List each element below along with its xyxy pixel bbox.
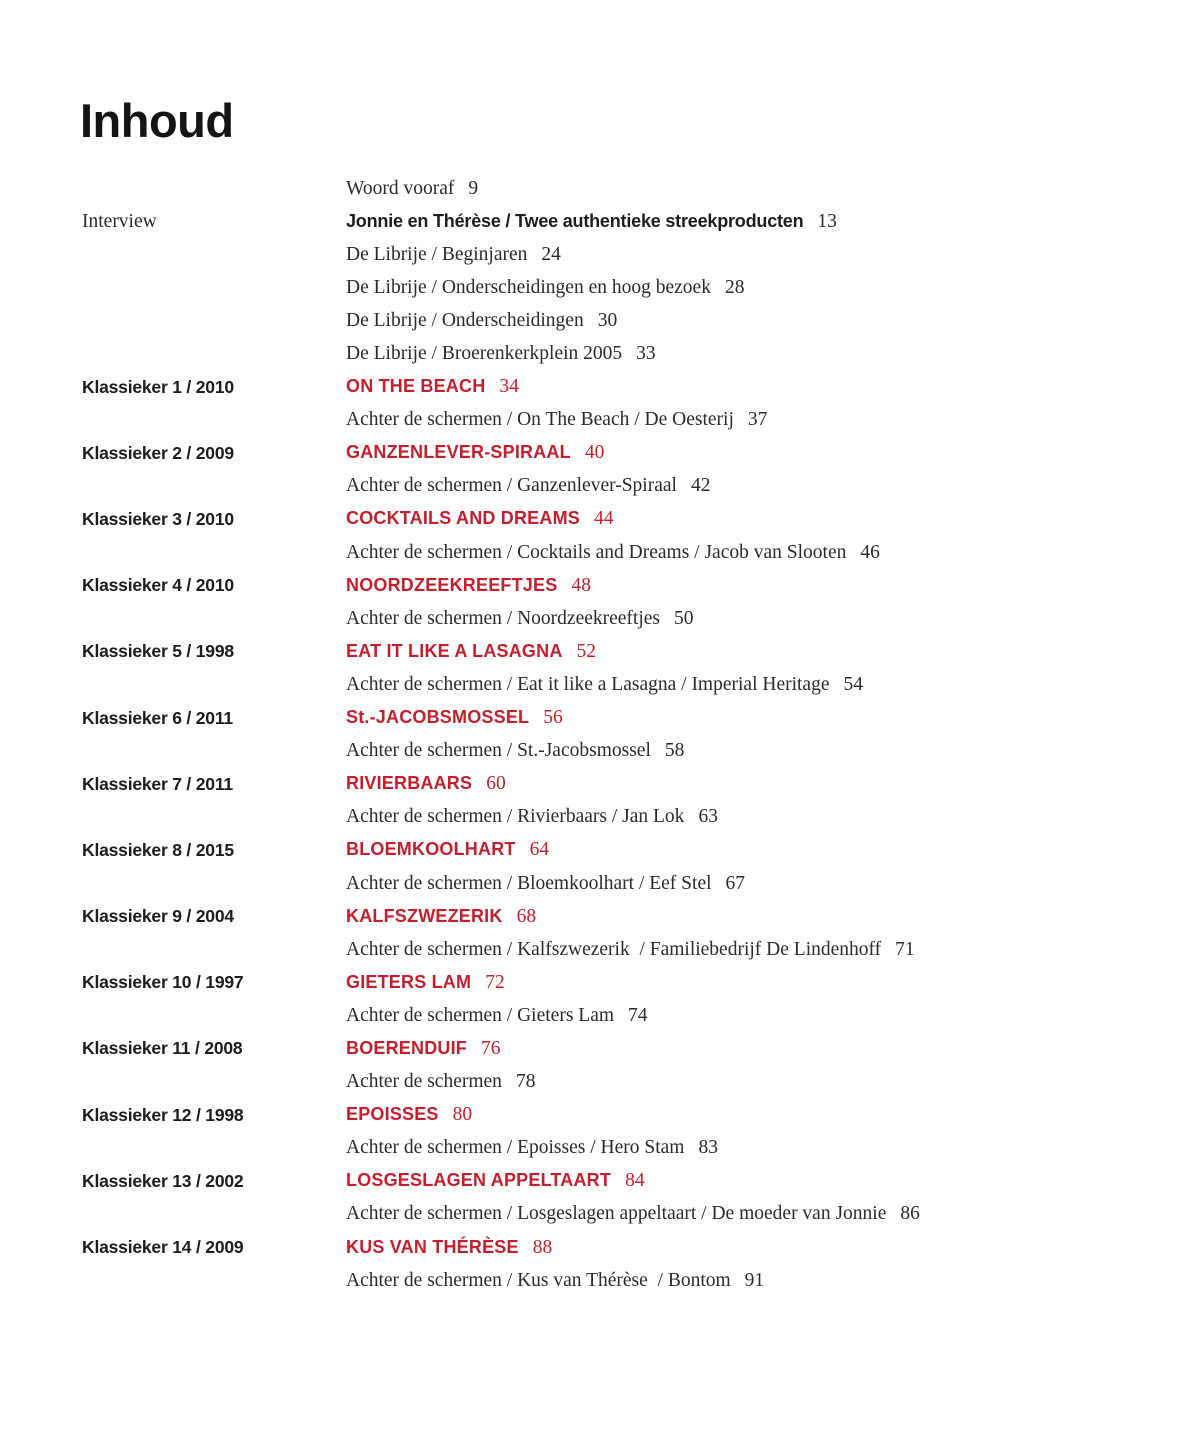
toc-entry-title: RIVIERBAARS [346,773,473,794]
toc-entry-title: De Librije / Onderscheidingen [346,309,584,331]
toc-entry-title: De Librije / Onderscheidingen en hoog bezoek [346,276,711,298]
toc-entry-title: De Librije / Broerenkerkplein 2005 [346,343,623,365]
toc-row [82,205,1138,238]
toc-entry [346,211,837,233]
toc-row-label: Klassieker 9 / 2004 [82,906,234,927]
toc-entry-page: 68 [516,905,537,927]
toc-row [82,569,1138,602]
toc-entry-title: Achter de schermen [346,1071,502,1093]
toc-entry-page: 56 [543,707,563,729]
toc-row [82,768,1138,801]
page-title: Inhoud [80,94,234,147]
toc-entry [346,1071,535,1093]
toc-entry-page: 78 [515,1071,536,1093]
toc-row-label: Klassieker 12 / 1998 [82,1104,244,1125]
toc-entry-page: 28 [724,276,745,298]
toc-row [82,801,1138,834]
toc-entry-page: 91 [744,1269,765,1291]
toc-entry-page: 37 [747,409,768,431]
toc-entry [346,475,710,497]
toc-entry-page: 13 [817,210,837,232]
toc-row-label: Klassieker 13 / 2002 [82,1170,244,1191]
toc-row [82,1099,1138,1132]
toc-entry-title: GANZENLEVER-SPIRAAL [346,442,571,463]
toc-entry-page: 83 [698,1137,718,1159]
toc-row [82,503,1138,536]
toc-entry-title: COCKTAILS AND DREAMS [346,508,580,529]
toc-row [82,536,1138,569]
toc-entry [346,641,596,663]
toc-row [82,371,1138,404]
toc-entry-title: GIETERS LAM [346,971,472,992]
toc-row-label: Klassieker 1 / 2010 [82,376,234,397]
toc-entry [346,343,656,365]
toc-entry [346,409,767,431]
toc-entry [346,707,563,729]
toc-entry-title: Achter de schermen / Gieters Lam [346,1004,615,1026]
toc-entry-title: BLOEMKOOLHART [346,839,516,860]
toc-row [82,1165,1138,1198]
toc-row [82,238,1138,271]
toc-entry [346,806,718,828]
toc-entry-page: 44 [594,508,614,530]
toc-row [82,966,1138,999]
toc-entry-page: 50 [674,607,694,629]
toc-row [82,337,1138,370]
toc-entry [346,1038,501,1060]
toc-entry-title: Achter de schermen / Epoisses / Hero Stam [346,1137,685,1159]
toc-entry-title: Achter de schermen / Ganzenlever-Spiraal [346,475,677,497]
toc-entry [346,1104,472,1126]
toc-row-label: Klassieker 5 / 1998 [82,641,234,662]
toc-entry-page: 42 [690,475,711,497]
toc-entry [346,740,684,762]
toc-row-label: Klassieker 2 / 2009 [82,442,234,463]
toc-entry [346,608,694,630]
toc-row-label: Interview [82,210,157,232]
toc-entry-title: Achter de schermen / On The Beach / De Oesterij [346,409,734,431]
toc-entry [346,178,478,200]
toc-entry-title: Achter de schermen / Eat it like a Lasagna / Imperial Heritage [346,673,830,695]
toc-entry-page: 63 [698,806,718,828]
toc-entry-title: NOORDZEEKREEFTJES [346,574,558,595]
toc-entry [346,1005,648,1027]
toc-row-label: Klassieker 6 / 2011 [82,707,233,728]
toc-entry [346,839,549,861]
toc-entry-page: 58 [664,740,685,762]
toc-row [82,668,1138,701]
toc-row [82,1264,1138,1297]
toc-row [82,271,1138,304]
toc-entry-page: 76 [481,1037,501,1059]
toc-entry-title: Achter de schermen / Kus van Thérèse / Bontom [346,1269,731,1291]
toc-entry-page: 40 [584,442,605,464]
toc-entry-title: Achter de schermen / Noordzeekreeftjes [346,607,661,629]
toc-row [82,933,1138,966]
toc-entry-title: Woord vooraf [346,177,455,199]
toc-row-label: Klassieker 7 / 2011 [82,773,233,794]
toc-entry [346,773,506,795]
toc-entry-title: BOERENDUIF [346,1037,468,1058]
toc-entry [346,277,744,299]
toc-entry-page: 71 [895,938,915,960]
toc-row [82,172,1138,205]
toc-entry-title: LOSGESLAGEN APPELTAART [346,1170,612,1191]
toc-entry [346,1237,552,1259]
toc-row [82,1198,1138,1231]
toc-entry-title: EAT IT LIKE A LASAGNA [346,640,563,661]
toc-entry-title: De Librije / Beginjaren [346,243,528,265]
toc-entry-page: 86 [900,1203,920,1225]
toc-row-label: Klassieker 4 / 2010 [82,575,234,596]
toc-entry-page: 52 [576,640,597,662]
toc-entry [346,939,915,961]
toc-entry [346,442,604,464]
table-of-contents [82,172,1138,1297]
toc-entry-title: Achter de schermen / Bloemkoolhart / Eef Stel [346,872,712,894]
toc-row [82,304,1138,337]
toc-row [82,404,1138,437]
toc-entry-page: 74 [628,1004,648,1026]
toc-entry [346,310,617,332]
toc-row-label: Klassieker 10 / 1997 [82,972,244,993]
toc-entry-page: 64 [529,839,550,861]
toc-entry-title: Achter de schermen / Cocktails and Dreams / Jacob van Slooten [346,541,847,563]
toc-entry [346,972,505,994]
toc-row [82,635,1138,668]
toc-row [82,702,1138,735]
toc-row [82,1132,1138,1165]
toc-row [82,602,1138,635]
toc-entry [346,244,561,266]
toc-entry-page: 46 [860,541,880,563]
toc-row [82,900,1138,933]
toc-entry [346,1203,920,1225]
toc-entry [346,1170,645,1192]
toc-entry-title: Jonnie en Thérèse / Twee authentieke streekproducten [346,210,804,231]
toc-entry-title: ON THE BEACH [346,376,486,397]
toc-row-label: Klassieker 11 / 2008 [82,1038,243,1059]
toc-entry-page: 88 [532,1236,553,1258]
toc-entry-title: St.-JACOBSMOSSEL [346,707,530,728]
toc-entry-title: EPOISSES [346,1104,439,1125]
toc-row [82,437,1138,470]
toc-row [82,470,1138,503]
toc-entry-title: KALFSZWEZERIK [346,905,503,926]
toc-entry-page: 48 [571,574,591,596]
toc-entry-page: 30 [597,309,618,331]
toc-row [82,834,1138,867]
toc-entry-page: 84 [625,1170,645,1192]
toc-row [82,867,1138,900]
toc-entry-title: Achter de schermen / St.-Jacobsmossel [346,740,651,762]
toc-entry-page: 80 [452,1104,473,1126]
toc-entry [346,873,745,895]
toc-row [82,999,1138,1032]
toc-entry [346,376,519,398]
toc-entry-title: Achter de schermen / Kalfszwezerik / Familiebedrijf De Lindenhoff [346,938,882,960]
toc-entry-page: 72 [485,971,505,993]
toc-entry [346,508,614,530]
toc-entry-page: 60 [486,773,506,795]
toc-entry-page: 54 [843,673,863,695]
toc-entry-page: 9 [468,177,479,199]
toc-entry [346,1270,764,1292]
toc-entry-title: KUS VAN THÉRÈSE [346,1236,519,1257]
toc-entry-page: 33 [636,343,656,365]
toc-entry-page: 24 [541,243,561,265]
toc-entry [346,906,536,928]
toc-row-label: Klassieker 8 / 2015 [82,839,234,860]
toc-row [82,1066,1138,1099]
toc-entry-page: 34 [499,376,519,398]
toc-entry [346,1137,718,1159]
toc-entry-title: Achter de schermen / Losgeslagen appeltaart / De moeder van Jonnie [346,1203,887,1225]
toc-row-label: Klassieker 14 / 2009 [82,1237,244,1258]
toc-entry [346,542,880,564]
toc-row [82,735,1138,768]
toc-entry-title: Achter de schermen / Rivierbaars / Jan Lok [346,806,685,828]
toc-entry [346,575,591,597]
toc-entry-page: 67 [725,872,746,894]
toc-row [82,1231,1138,1264]
toc-entry [346,674,863,696]
toc-row [82,1032,1138,1065]
toc-row-label: Klassieker 3 / 2010 [82,508,234,529]
